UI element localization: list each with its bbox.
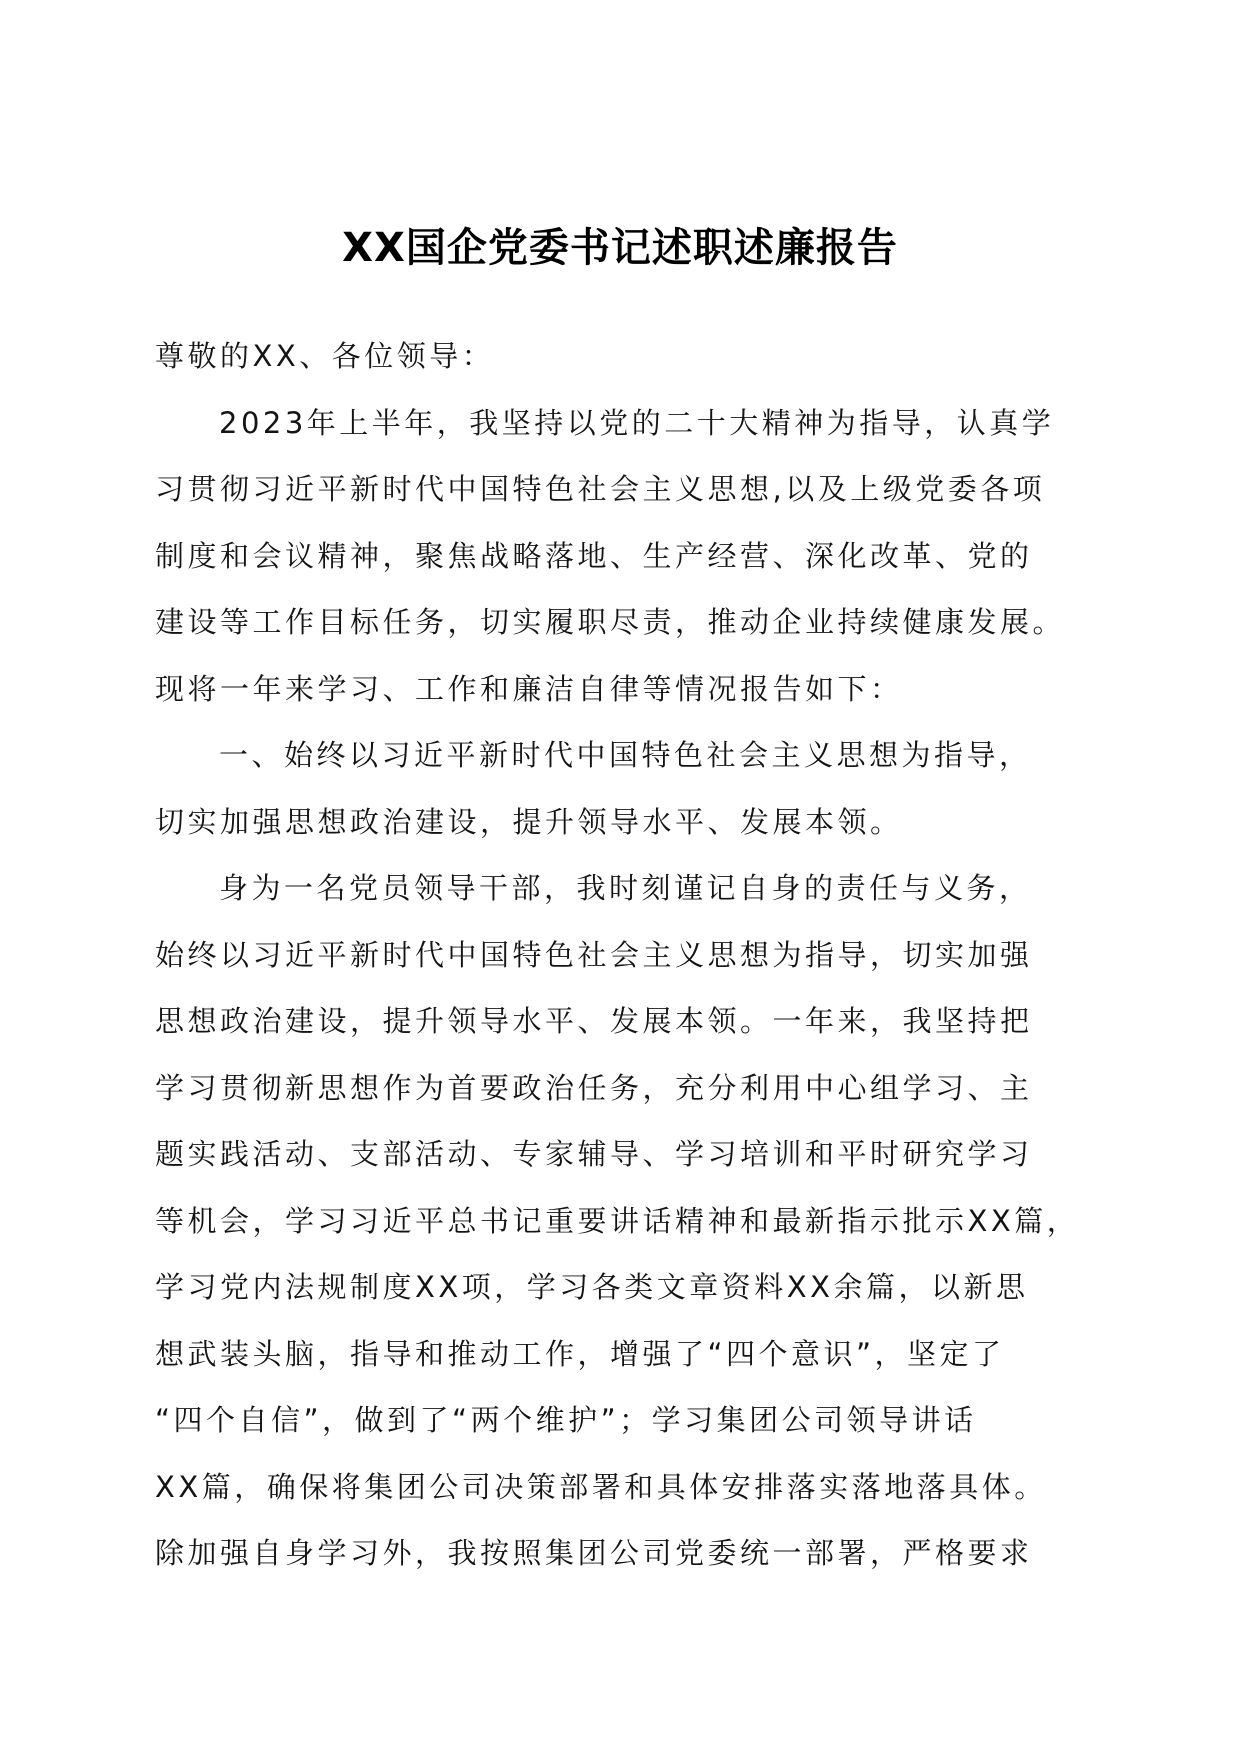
paragraph-line: 始终以习近平新时代中国特色社会主义思想为指导，切实加强 — [155, 937, 1033, 972]
document-title: XX国企党委书记述职述廉报告 — [342, 225, 898, 271]
paragraph-line: “四个自信”，做到了“两个维护”；学习集团公司领导讲话 — [155, 1403, 977, 1437]
paragraph-line: XX篇，确保将集团公司决策部署和具体安排落实落地落具体。 — [155, 1469, 1047, 1504]
paragraph-line: 想武装头脑，指导和推动工作，增强了“四个意识”，坚定了 — [155, 1336, 1005, 1371]
paragraph-line: 习贯彻习近平新时代中国特色社会主义思想,以及上级党委各项 — [155, 472, 1046, 506]
document-body — [155, 323, 1080, 1587]
paragraph-line: 题实践活动、支部活动、专家辅导、学习培训和平时研究学习 — [155, 1137, 1033, 1171]
section-heading-line: 一、始终以习近平新时代中国特色社会主义思想为指导， — [219, 738, 1032, 772]
paragraph-line: 2023年上半年，我坚持以党的二十大精神为指导，认真学 — [219, 405, 1055, 440]
paragraph-line: 建设等工作目标任务，切实履职尽责，推动企业持续健康发展。 — [155, 605, 1066, 639]
paragraph-line: 身为一名党员领导干部，我时刻谨记自身的责任与义务， — [219, 871, 1032, 905]
paragraph-line: 制度和会议精神，聚焦战略落地、生产经营、深化改革、党的 — [155, 538, 1033, 573]
salutation-line: 尊敬的XX、各位领导： — [155, 339, 495, 373]
paragraph-line: 思想政治建设，提升领导水平、发展本领。一年来，我坚持把 — [155, 1004, 1033, 1038]
paragraph-line: 现将一年来学习、工作和廉洁自律等情况报告如下： — [155, 671, 903, 706]
paragraph-line: 学习贯彻新思想作为首要政治任务，充分利用中心组学习、主 — [155, 1070, 1033, 1105]
section-heading-line: 切实加强思想政治建设，提升领导水平、发展本领。 — [155, 804, 903, 839]
paragraph-line: 除加强自身学习外，我按照集团公司党委统一部署，严格要求 — [155, 1536, 1033, 1570]
paragraph-line: 学习党内法规制度XX项，学习各类文章资料XX余篇，以新思 — [155, 1270, 1029, 1304]
paragraph-line: 等机会，学习习近平总书记重要讲话精神和最新指示批示XX篇， — [155, 1203, 1080, 1238]
